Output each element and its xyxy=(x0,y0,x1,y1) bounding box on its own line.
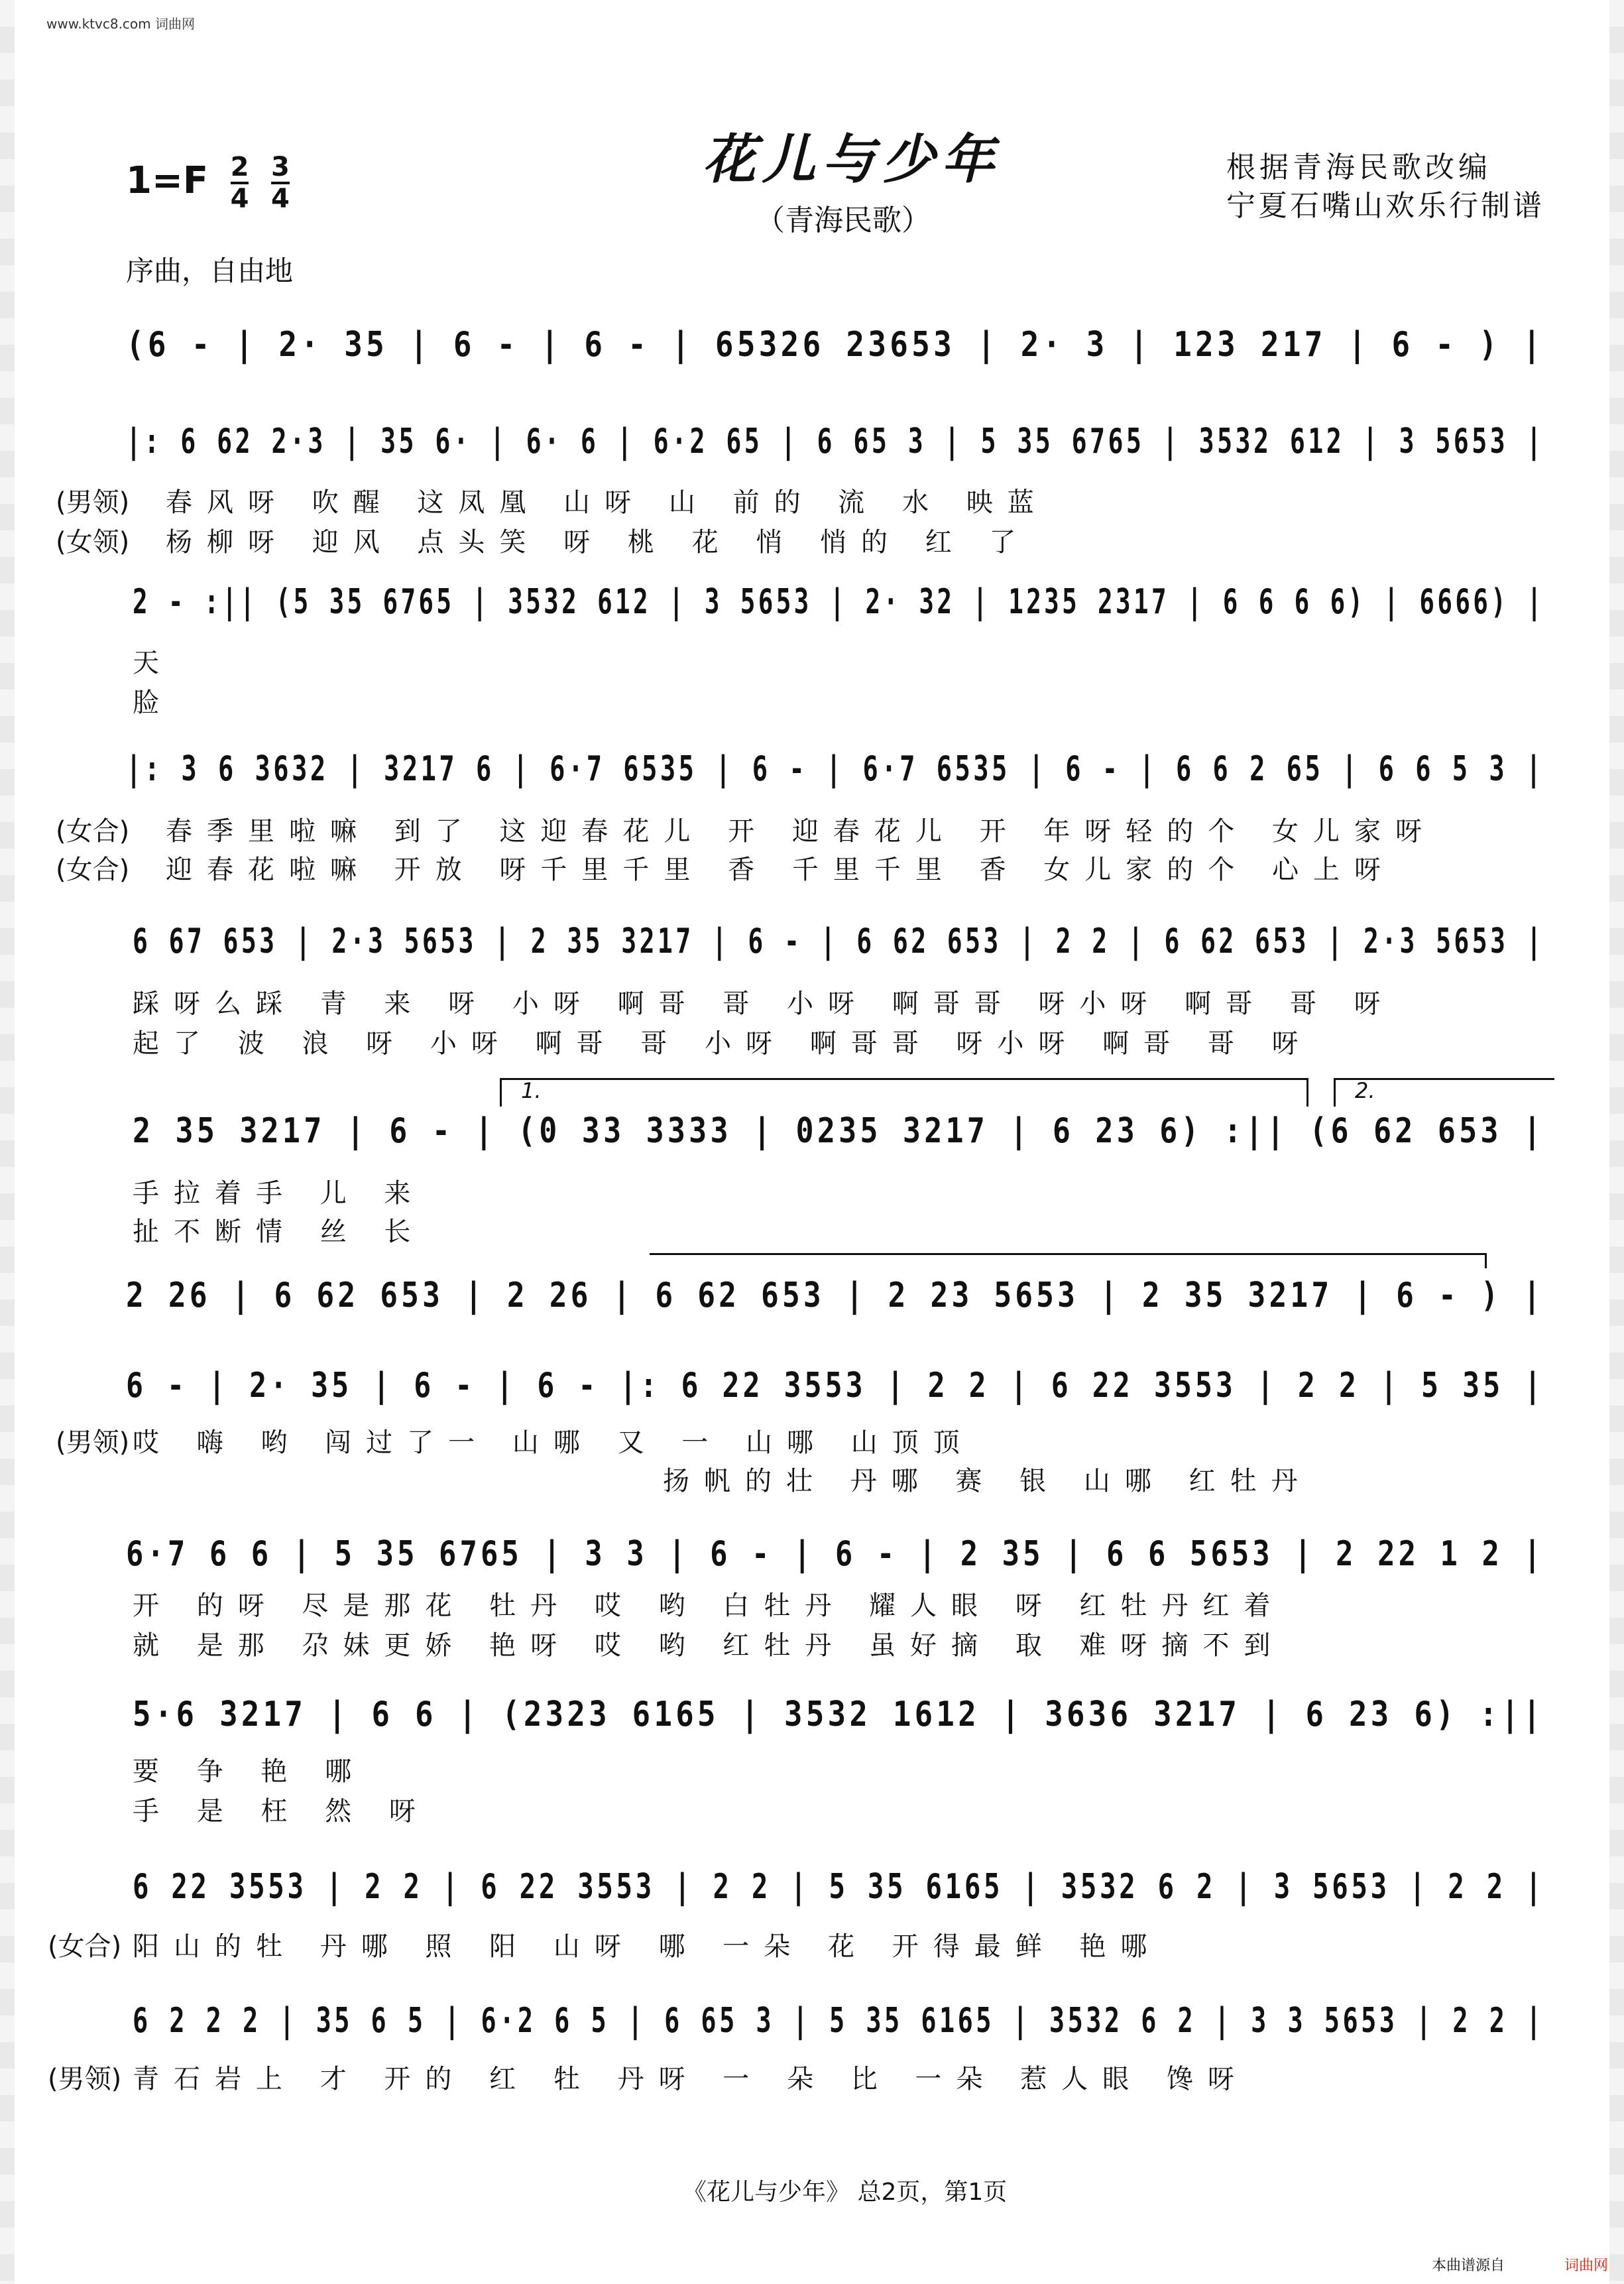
lyric-line: 起了 波 浪 呀 小呀 啊哥 哥 小呀 啊哥哥 呀小呀 啊哥 哥 呀 xyxy=(133,1028,1313,1059)
role-label: (女合) xyxy=(56,855,130,885)
lyric-line: 手 是 枉 然 呀 xyxy=(133,1796,430,1827)
lyric-line: 迎春花啦嘛 开放 呀千里千里 香 千里千里 香 女儿家的个 心上呀 xyxy=(166,855,1396,885)
time-signature-2: $\frac{3}{4}$ xyxy=(270,152,290,214)
right-margin-strip xyxy=(1609,0,1624,2284)
time-signature-1: $\frac{2}{4}$ xyxy=(230,152,249,214)
ending-bracket-1 xyxy=(500,1078,1308,1107)
tie-line xyxy=(650,1253,1487,1268)
source-credit: 本曲谱源自 xyxy=(1432,2257,1505,2274)
lyric-line: 开 的呀 尽是那花 牡丹 哎 哟 白牡丹 耀人眼 呀 红牡丹红着 xyxy=(133,1591,1285,1621)
site-url: www.ktvc8.com 词曲网 xyxy=(46,16,196,32)
page-footer: 《花儿与少年》 总2页，第1页 xyxy=(683,2179,1008,2206)
lyric-line: 春风呀 吹醒 这凤凰 山呀 山 前的 流 水 映蓝 xyxy=(166,487,1049,518)
lyric-line: 天 xyxy=(133,648,174,678)
score-system-7: 2 26 | 6 62 653 | 2 26 | 6 62 653 | 2 23 5653 | 2 35 3217 | 6 - ) | xyxy=(126,1276,1544,1315)
left-margin-strip xyxy=(0,0,15,2284)
lyric-line: 阳山的牡 丹哪 照 阳 山呀 哪 一朵 花 开得最鲜 艳哪 xyxy=(133,1931,1162,1962)
lyric-line: 扬帆的壮 丹哪 赛 银 山哪 红牡丹 xyxy=(663,1466,1312,1496)
lyric-line: 春季里啦嘛 到了 这迎春花儿 开 迎春花儿 开 年呀轻的个 女儿家呀 xyxy=(166,816,1437,847)
ending-label-1: 1. xyxy=(521,1078,542,1103)
role-label: (男领) xyxy=(56,487,130,518)
score-system-1: (6 - | 2· 35 | 6 - | 6 - | 65326 23653 | 2· 3 | 123 217 | 6 - ) | xyxy=(126,325,1544,365)
score-system-12: 6 2 2 2 | 35 6 5 | 6·2 6 5 | 6 65 3 | 5 35 6165 | 3532 6 2 | 3 3 5653 | 2 2 | xyxy=(133,2001,1544,2041)
lyric-line: 手拉着手 儿 来 xyxy=(133,1178,426,1209)
lyric-line: 青石岩上 才 开的 红 牡 丹呀 一 朵 比 一朵 惹人眼 馋呀 xyxy=(133,2064,1249,2094)
lyric-line: 就 是那 尕妹更娇 艳呀 哎 哟 红牡丹 虽好摘 取 难呀摘不到 xyxy=(133,1630,1285,1661)
intro-label: 序曲，自由地 xyxy=(126,255,294,287)
lyric-line: 哎 嗨 哟 闯过了一 山哪 又 一 山哪 山顶顶 xyxy=(133,1427,974,1458)
score-system-5: 6 67 653 | 2·3 5653 | 2 35 3217 | 6 - | 6 62 653 | 2 2 | 6 62 653 | 2·3 5653 | xyxy=(133,922,1544,961)
source-site-logo: 词曲网 xyxy=(1564,2257,1609,2274)
score-system-4: |: 3 6 3632 | 3217 6 | 6·7 6535 | 6 - | 6·7 6535 | 6 - | 6 6 2 65 | 6 6 5 3 | xyxy=(126,749,1544,789)
role-label: (男领) xyxy=(56,1427,130,1458)
score-system-8: 6 - | 2· 35 | 6 - | 6 - |: 6 22 3553 | 2 2 | 6 22 3553 | 2 2 | 5 35 | xyxy=(126,1366,1545,1406)
score-system-3: 2 - :|| (5 35 6765 | 3532 612 | 3 5653 | 2· 32 | 1235 2317 | 6 6 6 6) | 6666) | xyxy=(133,582,1545,622)
score-system-10: 5·6 3217 | 6 6 | (2323 6165 | 3532 1612 | 3636 3217 | 6 23 6) :|| xyxy=(133,1695,1544,1734)
score-system-6: 2 35 3217 | 6 - | (0 33 3333 | 0235 3217 | 6 23 6) :|| (6 62 653 | xyxy=(133,1111,1545,1151)
lyric-line: 扯不断情 丝 长 xyxy=(133,1217,426,1247)
arranger-credit: 根据青海民歌改编 xyxy=(1226,150,1491,184)
transcriber-credit: 宁夏石嘴山欢乐行制谱 xyxy=(1226,189,1544,223)
score-system-11: 6 22 3553 | 2 2 | 6 22 3553 | 2 2 | 5 35 6165 | 3532 6 2 | 3 5653 | 2 2 | xyxy=(133,1867,1545,1907)
key-signature-text: 1=F xyxy=(126,159,209,203)
role-label: (男领) xyxy=(48,2064,122,2094)
song-title: 花儿与少年 xyxy=(703,128,1001,190)
role-label: (女合) xyxy=(48,1931,122,1962)
lyric-line: 脸 xyxy=(133,688,174,718)
score-system-2: |: 6 62 2·3 | 35 6· | 6· 6 | 6·2 65 | 6 65 3 | 5 35 6765 | 3532 612 | 3 5653 | xyxy=(126,422,1544,461)
lyric-line: 杨柳呀 迎风 点头笑 呀 桃 花 悄 悄的 红 了 xyxy=(166,527,1031,558)
role-label: (女合) xyxy=(56,816,130,847)
lyric-line: 要 争 艳 哪 xyxy=(133,1756,367,1787)
lyric-line: 踩呀么踩 青 来 呀 小呀 啊哥 哥 小呀 啊哥哥 呀小呀 啊哥 哥 呀 xyxy=(133,989,1395,1019)
score-system-9: 6·7 6 6 | 5 35 6765 | 3 3 | 6 - | 6 - | 2 35 | 6 6 5653 | 2 22 1 2 | xyxy=(126,1534,1544,1574)
role-label: (女领) xyxy=(56,527,130,558)
ending-label-2: 2. xyxy=(1355,1078,1375,1103)
key-signature xyxy=(126,152,290,213)
song-subtitle: （青海民歌） xyxy=(756,204,931,237)
